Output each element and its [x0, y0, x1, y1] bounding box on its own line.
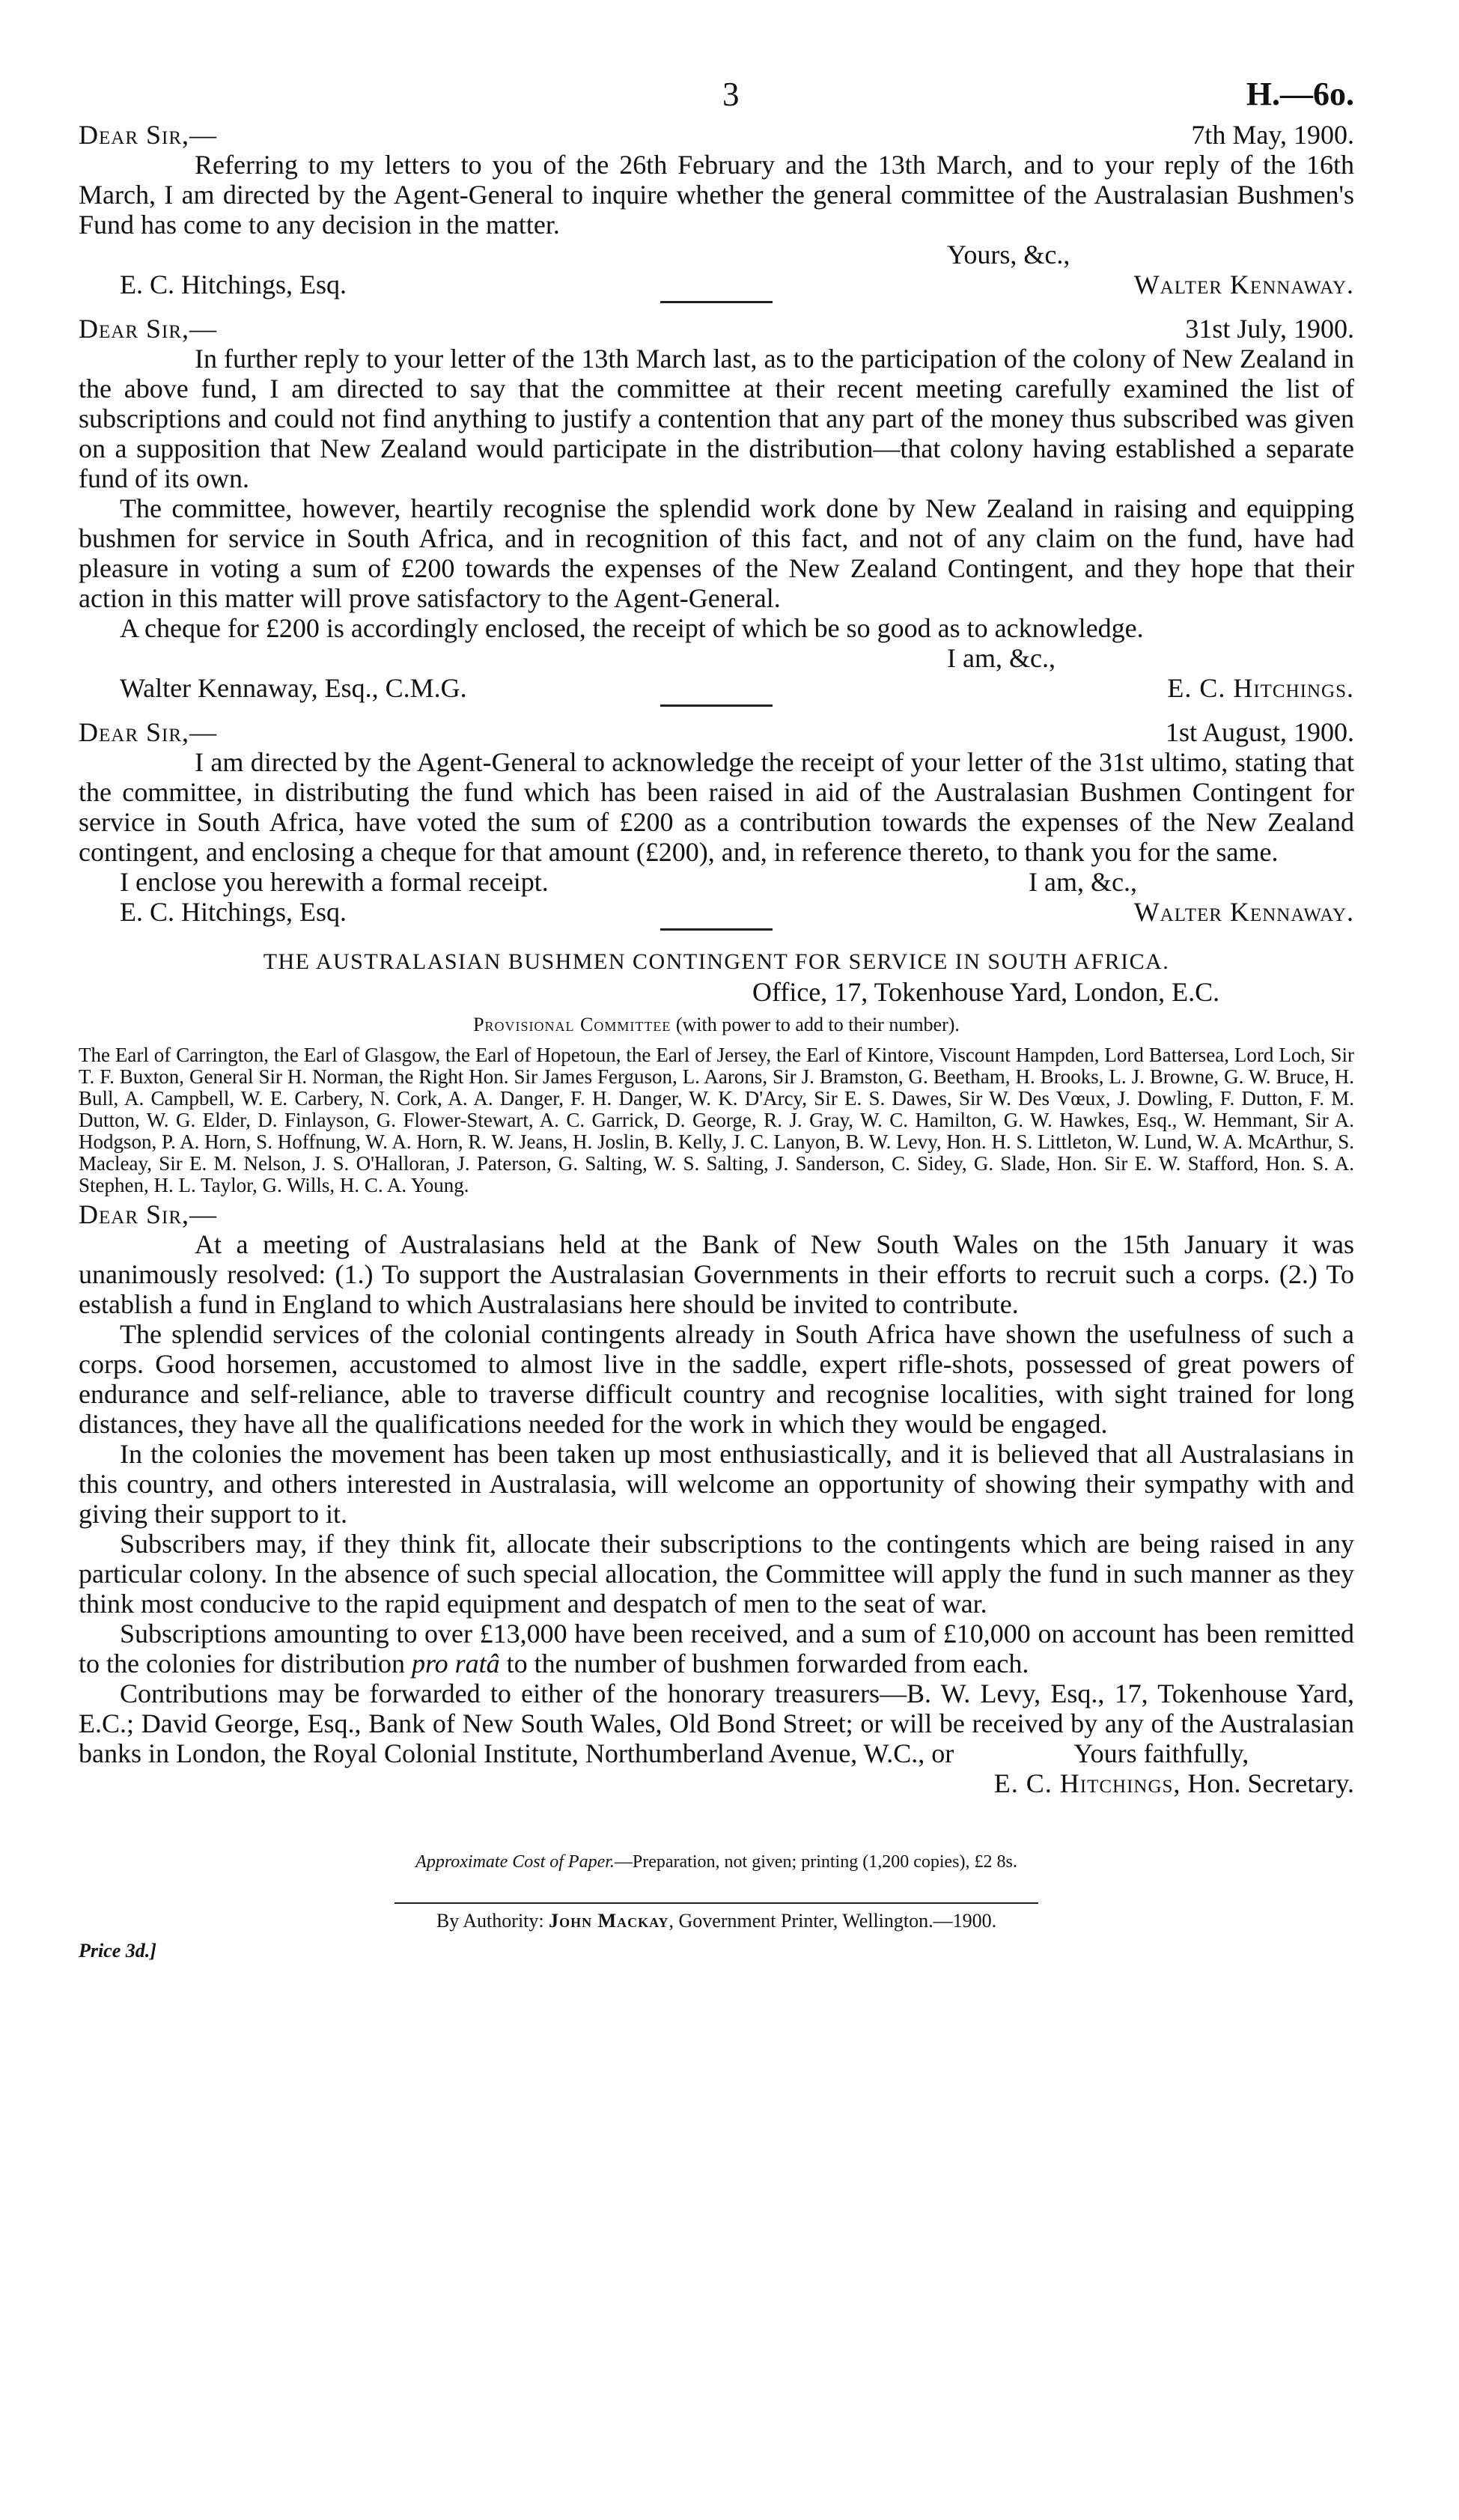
signatory-name: E. C. Hitchings,: [993, 1768, 1181, 1798]
addressee: E. C. Hitchings, Esq.: [120, 270, 347, 299]
letter-july-31: [79, 314, 1354, 703]
cost-label: Approximate Cost of Paper.: [415, 1852, 615, 1872]
subs-text-italic: pro ratâ: [411, 1649, 500, 1679]
salutation: Dear Sir,—: [79, 717, 218, 747]
separator-rule: [660, 301, 773, 303]
salutation: Dear Sir,—: [79, 1199, 218, 1229]
letter-august-1: [79, 717, 1354, 927]
letter-date: 31st July, 1900.: [1185, 314, 1354, 344]
document-reference: H.—6o.: [1246, 76, 1354, 112]
circular-paragraph: In the colonies the movement has been taken up most enthusiastically, and it is believed that all Australasians in this country, and others interested in Australasia, will welcome an opportunity of showing their sympathy with and giving their support to it.: [79, 1439, 1354, 1529]
circular-title: THE AUSTRALASIAN BUSHMEN CONTINGENT FOR SERVICE IN SOUTH AFRICA.: [263, 949, 1170, 974]
committee-heading-line: [79, 1010, 1354, 1040]
closing: I am, &c.,: [1029, 867, 1137, 897]
separator-rule: [660, 704, 773, 707]
addressee: Walter Kennaway, Esq., C.M.G.: [120, 673, 467, 703]
office-address: Office, 17, Tokenhouse Yard, London, E.C.: [752, 977, 1220, 1007]
authority-name: John Mackay: [549, 1910, 669, 1932]
circular-signature: [79, 1768, 1354, 1798]
closing: Yours faithfully,: [1073, 1738, 1249, 1768]
authority-line: [79, 1910, 1354, 1932]
addressee: E. C. Hitchings, Esq.: [120, 897, 347, 927]
price-note: Price 3d.]: [79, 1940, 156, 1961]
footer-rule: [395, 1902, 1038, 1904]
committee-note: (with power to add to their number).: [675, 1014, 960, 1035]
circular: [79, 947, 1354, 1798]
letter-date: 1st August, 1900.: [1165, 717, 1354, 747]
authority-rest: , Government Printer, Wellington.—1900.: [668, 1910, 997, 1932]
signatory-title: Hon. Secretary.: [1187, 1768, 1354, 1798]
salutation: Dear Sir,—: [79, 120, 218, 150]
contrib-text: Contributions may be forwarded to either of the honorary treasurers—B. W. Levy, Esq., 17, Tokenhouse Yard, E.C.; David George, Esq., Bank of New South Wales, Old Bond Street; or will be received by any of the Australasian banks in London, the Royal Colonial Institute, Northumberland Avenue, W.C., or: [79, 1679, 1354, 1768]
letter-date: 7th May, 1900.: [1191, 120, 1354, 150]
committee-members: The Earl of Carrington, the Earl of Glasgow, the Earl of Hopetoun, the Earl of Jersey, the Earl of Kintore, Viscount Hampden, Lord Battersea, Lord Loch, Sir T. F. Buxton, General Sir H. Norman, the Right Hon. Sir James Ferguson, L. Aarons, Sir J. Bramston, G. Beetham, H. Brooks, L. J. Browne, G. W. Bruce, H. Bull, A. Campbell, W. E. Carbery, N. Cork, A. A. Danger, F. H. Danger, W. K. D'Arcy, Sir E. S. Dawes, Sir W. Des Vœux, J. Dowling, F. Dutton, F. M. Dutton, W. G. Elder, D. Finlayson, G. Flower-Stewart, A. C. Garrick, D. George, R. J. Gray, W. C. Hamilton, G. W. Hawkes, Esq., W. Hemmant, Sir A. Hodgson, P. A. Horn, S. Hoffnung, W. A. Horn, R. W. Jeans, H. Joslin, B. Kelly, J. C. Lanyon, B. W. Levy, Hon. H. S. Littleton, W. Lund, W. A. McArthur, S. Macleay, Sir E. M. Nelson, J. S. O'Halloran, J. Paterson, G. Salting, W. S. Salting, J. Sanderson, C. Sidey, G. Slade, Hon. Sir E. W. Stafford, Hon. S. A. Stephen, H. L. Taylor, G. Wills, H. C. A. Young.: [79, 1044, 1354, 1196]
cost-note: [79, 1852, 1354, 1872]
subs-text-after: to the number of bushmen forwarded from each.: [506, 1649, 1029, 1679]
letter-body: I am directed by the Agent-General to acknowledge the receipt of your letter of the 31st ultimo, stating that the committee, in distributing the fund which has been raised in aid of the Australasian Bushmen Contingent for service in South Africa, have voted the sum of £200 as a contribution towards the expenses of the New Zealand contingent, and enclosing a cheque for that amount (£200), and, in reference thereto, to thank you for the same.: [79, 747, 1354, 867]
salutation: Dear Sir,—: [79, 314, 218, 344]
signatory: Walter Kennaway.: [1133, 270, 1354, 299]
page-header: [79, 75, 1354, 120]
circular-paragraph: Subscribers may, if they think fit, allocate their subscriptions to the contingents which are being raised in any particular colony. In the absence of such special allocation, the Committee will apply the fund in such manner as they think most conducive to the rapid equipment and despatch of men to the seat of war.: [79, 1529, 1354, 1619]
circular-paragraph-contributions: [79, 1679, 1354, 1768]
enclosure-line: I enclose you herewith a formal receipt.: [120, 867, 549, 897]
page-number: 3: [722, 76, 740, 113]
signatory: Walter Kennaway.: [1133, 897, 1354, 927]
circular-paragraph: The splendid services of the colonial contingents already in South Africa have shown the usefulness of such a corps. Good horsemen, accustomed to almost live in the saddle, expert rifle-shots, possessed of great powers of endurance and self-reliance, able to traverse difficult country and recognise localities, with sight trained for long distances, they have all the qualifications needed for the work in which they would be engaged.: [79, 1319, 1354, 1439]
circular-paragraph: At a meeting of Australasians held at the Bank of New South Wales on the 15th January it was unanimously resolved: (1.) To support the Australasian Governments in their efforts to recruit such a corps. (2.) To establish a fund in England to which Australasians here should be invited to contribute.: [79, 1229, 1354, 1319]
letter-paragraph: The committee, however, heartily recognise the splendid work done by New Zealand in raising and equipping bushmen for service in South Africa, and in recognition of this fact, and not of any claim on the fund, have had pleasure in voting a sum of £200 towards the expenses of the New Zealand Contingent, and they hope that their action in this matter will prove satisfactory to the Agent-General.: [79, 493, 1354, 613]
committee-heading: Provisional Committee: [473, 1014, 671, 1035]
signatory: E. C. Hitchings.: [1167, 673, 1354, 703]
closing: I am, &c.,: [947, 643, 1056, 673]
letter-body: Referring to my letters to you of the 26th February and the 13th March, and to your reply of the 16th March, I am directed by the Agent-General to inquire whether the general committee of the Australasian Bushmen's Fund has come to any decision in the matter.: [79, 150, 1354, 240]
cost-text: —Preparation, not given; printing (1,200 copies), £2 8s.: [614, 1852, 1017, 1872]
subs-text-before: Subscriptions amounting to over £13,000 have been received, and a sum of £10,000 on account has been remitted to the colonies for distribution: [79, 1619, 1354, 1679]
circular-paragraph-subscriptions: [79, 1619, 1354, 1679]
authority-label: By Authority:: [436, 1910, 544, 1932]
letter-paragraph: In further reply to your letter of the 13th March last, as to the participation of the colony of New Zealand in the above fund, I am directed to say that the committee at their recent meeting carefully examined the list of subscriptions and could not find anything to justify a contention that any part of the money thus subscribed was given on a supposition that New Zealand would participate in the distribution—that colony having established a separate fund of its own.: [79, 344, 1354, 493]
letter-paragraph: A cheque for £200 is accordingly enclosed, the receipt of which be so good as to acknowledge.: [120, 613, 1144, 643]
closing: Yours, &c.,: [947, 240, 1070, 270]
letter-may-7: [79, 120, 1354, 299]
separator-rule: [660, 928, 773, 931]
